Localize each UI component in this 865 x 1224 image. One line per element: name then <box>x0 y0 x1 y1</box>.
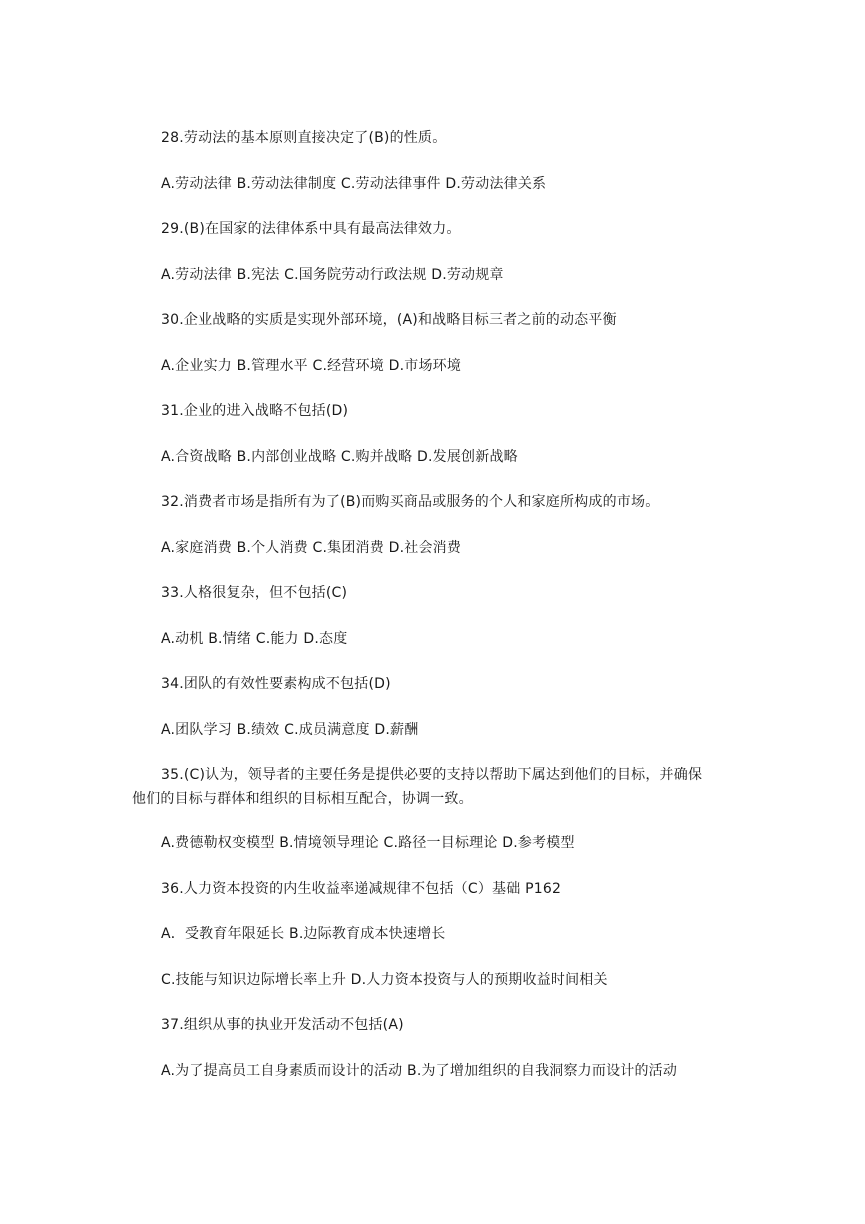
options-28: A.劳动法律 B.劳动法律制度 C.劳动法律事件 D.劳动法律关系 <box>161 176 547 192</box>
question-33: 33.人格很复杂，但不包括(C) <box>161 585 348 601</box>
options-36-line-1: A．受教育年限延长 B.边际教育成本快速增长 <box>161 926 446 942</box>
question-36: 36.人力资本投资的内生收益率递减规律不包括（C）基础 P162 <box>161 881 562 897</box>
question-29: 29.(B)在国家的法律体系中具有最高法律效力。 <box>161 221 461 237</box>
options-36-line-2: C.技能与知识边际增长率上升 D.人力资本投资与人的预期收益时间相关 <box>161 972 608 988</box>
options-32: A.家庭消费 B.个人消费 C.集团消费 D.社会消费 <box>161 540 462 556</box>
options-35: A.费德勒权变模型 B.情境领导理论 C.路径一目标理论 D.参考模型 <box>161 835 575 851</box>
question-31: 31.企业的进入战略不包括(D) <box>161 403 349 419</box>
question-30: 30.企业战略的实质是实现外部环境，(A)和战略目标三者之前的动态平衡 <box>161 312 617 328</box>
options-30: A.企业实力 B.管理水平 C.经营环境 D.市场环境 <box>161 358 462 374</box>
question-32: 32.消费者市场是指所有为了(B)而购买商品或服务的个人和家庭所构成的市场。 <box>161 494 660 510</box>
options-34: A.团队学习 B.绩效 C.成员满意度 D.薪酬 <box>161 722 419 738</box>
question-34: 34.团队的有效性要素构成不包括(D) <box>161 676 391 692</box>
question-35-line-2: 他们的目标与群体和组织的目标相互配合，协调一致。 <box>132 791 473 807</box>
question-35-line-1: 35.(C)认为，领导者的主要任务是提供必要的支持以帮助下属达到他们的目标，并确保 <box>161 767 703 783</box>
question-28: 28.劳动法的基本原则直接决定了(B)的性质。 <box>161 130 447 146</box>
question-37: 37.组织从事的执业开发活动不包括(A) <box>161 1017 404 1033</box>
options-29: A.劳动法律 B.宪法 C.国务院劳动行政法规 D.劳动规章 <box>161 267 504 283</box>
options-31: A.合资战略 B.内部创业战略 C.购并战略 D.发展创新战略 <box>161 449 518 465</box>
options-33: A.动机 B.情绪 C.能力 D.态度 <box>161 631 348 647</box>
options-37: A.为了提高员工自身素质而设计的活动 B.为了增加组织的自我洞察力而设计的活动 <box>161 1063 678 1079</box>
